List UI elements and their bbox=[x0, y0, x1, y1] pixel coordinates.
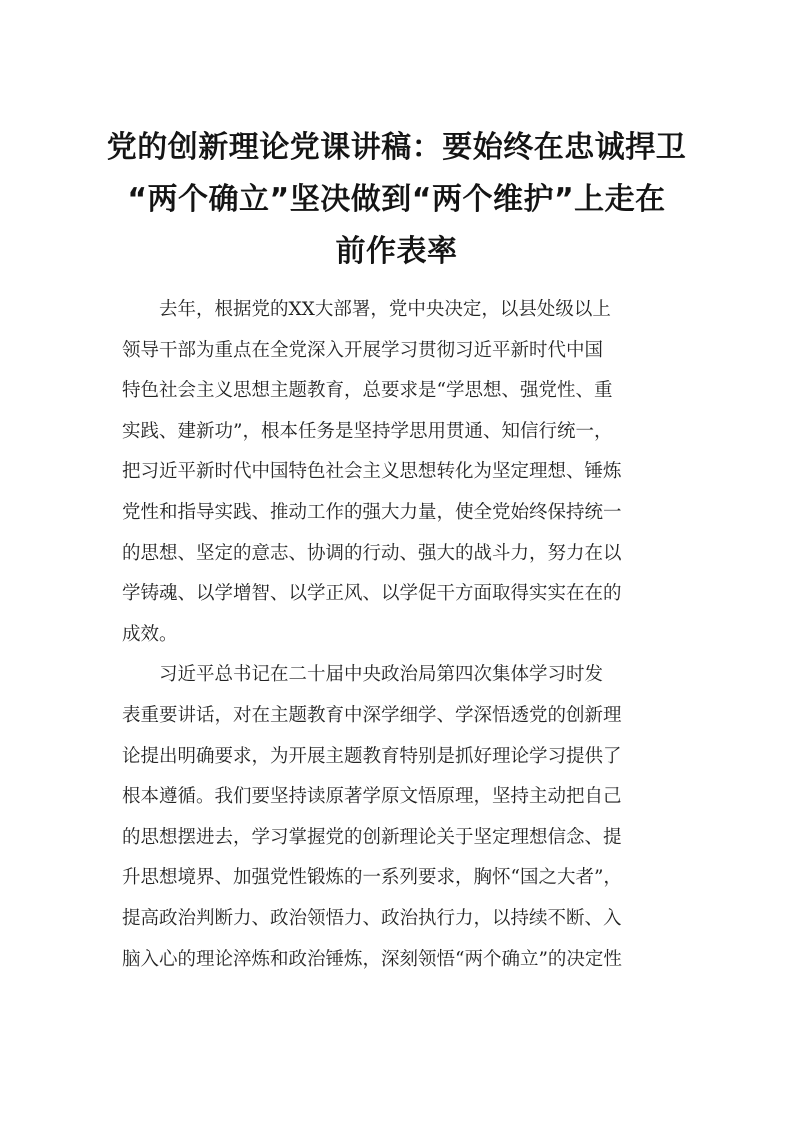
text-line: 升思想境界、加强党性锻炼的一系列要求，胸怀“国之大者”， bbox=[122, 867, 622, 889]
text-line: 去年，根据党的XX大部署，党中央决定，以县处级以上 bbox=[122, 299, 611, 320]
text-line: 根本遵循。我们要坚持读原著学原文悟原理，坚持主动把自己 bbox=[122, 786, 622, 808]
text-line: 学铸魂、以学增智、以学正风、以学促干方面取得实实在在的 bbox=[122, 583, 622, 605]
text-line: 论提出明确要求，为开展主题教育特别是抓好理论学习提供了 bbox=[122, 745, 622, 767]
paragraph bbox=[122, 290, 677, 655]
text-line: 提高政治判断力、政治领悟力、政治执行力，以持续不断、入 bbox=[122, 907, 622, 929]
text-line: 领导干部为重点在全党深入开展学习贯彻习近平新时代中国 bbox=[122, 339, 604, 361]
text-line: 成效。 bbox=[122, 623, 178, 645]
document-title bbox=[100, 122, 693, 278]
text-line: 把习近平新时代中国特色社会主义思想转化为坚定理想、锤炼 bbox=[122, 461, 622, 483]
paragraph bbox=[122, 655, 677, 980]
title-line: 前作表率 bbox=[335, 234, 458, 269]
text-line: 的思想摆进去，学习掌握党的创新理论关于坚定理想信念、提 bbox=[122, 826, 622, 848]
text-line: 表重要讲话，对在主题教育中深学细学、学深悟透党的创新理 bbox=[122, 704, 622, 726]
text-line: 特色社会主义思想主题教育，总要求是“学思想、强党性、重 bbox=[122, 380, 613, 402]
document-body bbox=[122, 290, 677, 980]
text-line: 实践、建新功”，根本任务是坚持学思用贯通、知信行统一， bbox=[122, 420, 613, 442]
text-line: 脑入心的理论淬炼和政治锤炼，深刻领悟“两个确立”的决定性 bbox=[122, 948, 622, 970]
title-line: 党的创新理论党课讲稿：要始终在忠诚捍卫 bbox=[106, 130, 687, 165]
title-line: “两个确立”坚决做到“两个维护”上走在 bbox=[127, 182, 666, 217]
text-line: 习近平总书记在二十届中央政治局第四次集体学习时发 bbox=[122, 664, 604, 686]
text-line: 党性和指导实践、推动工作的强大力量，使全党始终保持统一 bbox=[122, 501, 622, 523]
text-line: 的思想、坚定的意志、协调的行动、强大的战斗力，努力在以 bbox=[122, 542, 622, 564]
